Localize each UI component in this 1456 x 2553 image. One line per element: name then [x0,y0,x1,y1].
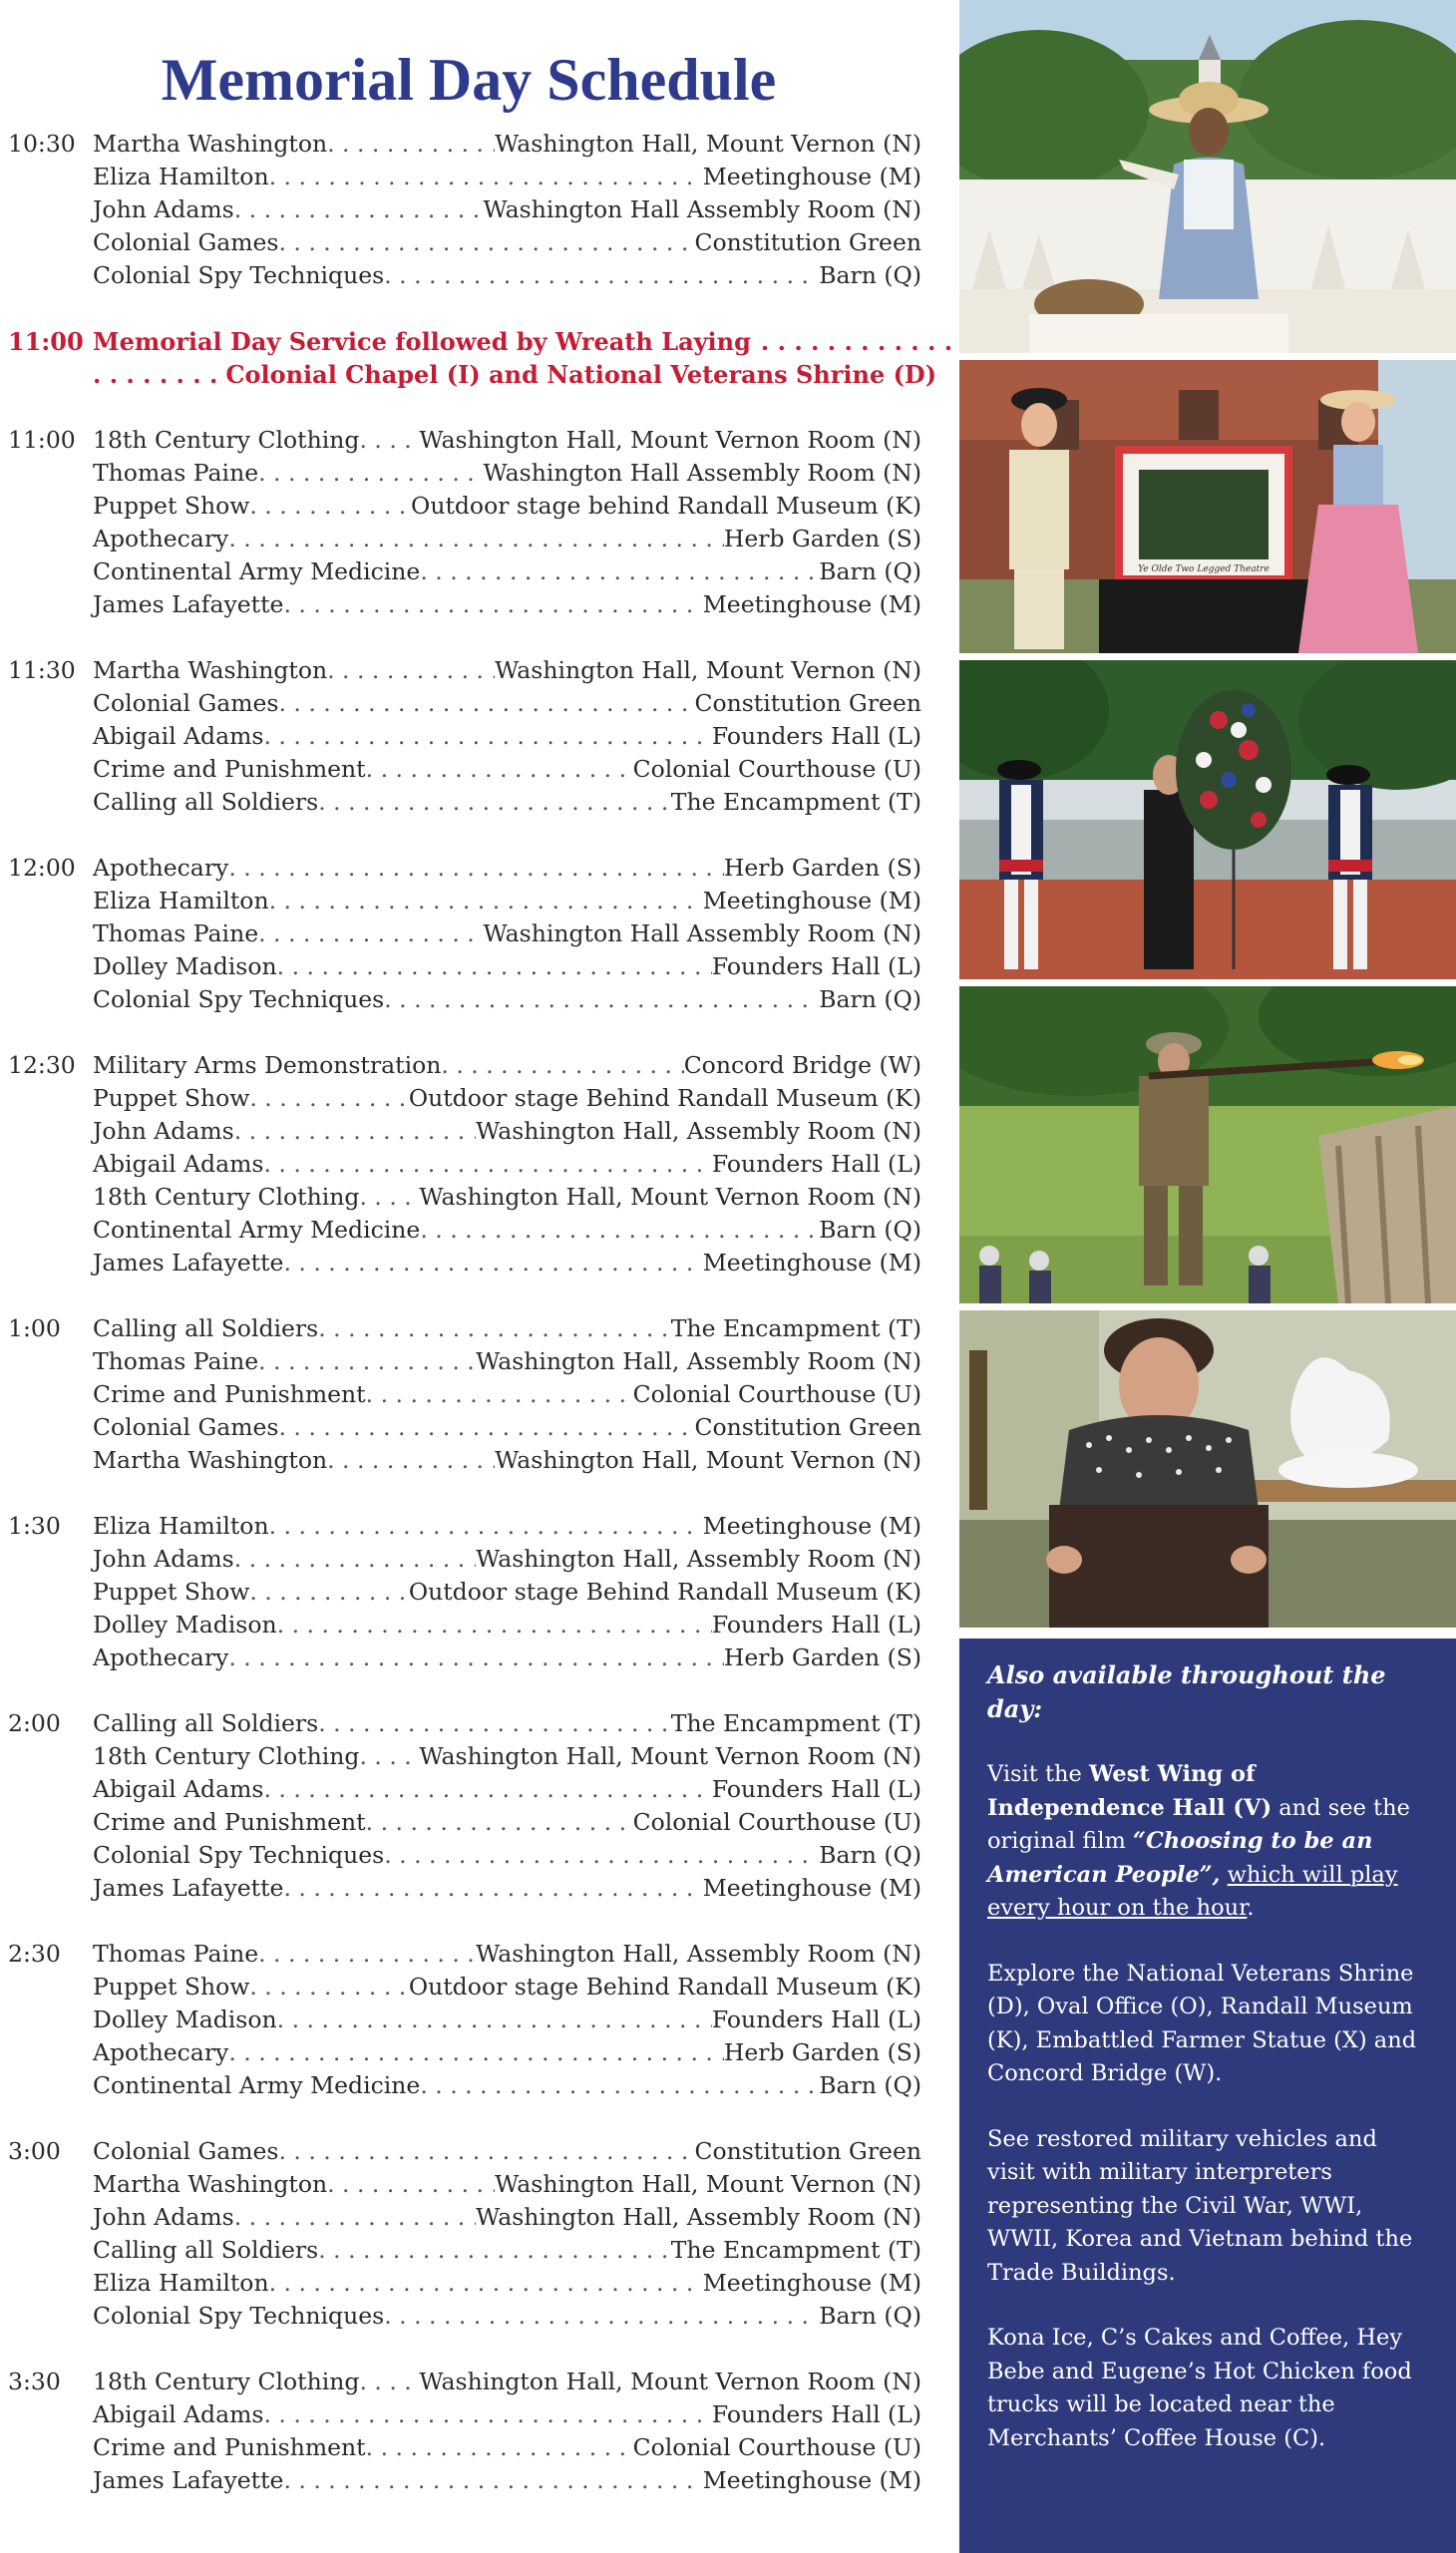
activity-name: Crime and Punishment [93,1808,366,1836]
dot-leader [283,588,702,621]
schedule-row [93,1115,921,1148]
schedule-row [93,2069,921,2102]
activity-name: Colonial Games [93,228,279,256]
time-block [8,424,921,621]
activity-name: Dolley Madison [93,952,277,980]
page-title: Memorial Day Schedule [161,47,777,113]
schedule-row [93,1576,921,1609]
dot-leader [359,1181,419,1214]
dot-leader [277,950,712,983]
activity-location: The Encampment (T) [670,1314,921,1342]
activity-location: Founders Hall (L) [711,1150,921,1178]
time-slot: 1:30 [8,1512,61,1540]
memorial-service-title: Memorial Day Service followed by Wreath Laying [93,327,751,356]
dot-leader [278,1411,694,1444]
activity-name: Apothecary [93,2038,229,2066]
time-block [8,1049,921,1279]
activity-name: 18th Century Clothing [93,426,360,454]
activity-location: Meetinghouse (M) [702,1874,921,1902]
activity-location: Outdoor stage Behind Randall Museum (K) [408,1084,921,1112]
activity-name: Thomas Paine [93,1940,259,1968]
dot-leader [258,457,483,490]
info-bold-text: West Wing of Independence Hall (V) [987,1761,1273,1821]
activity-name: Continental Army Medicine [93,2071,421,2099]
activity-location: Washington Hall, Mount Vernon (N) [495,1446,921,1474]
dot-leader [258,1345,476,1378]
dot-leader [249,1576,408,1609]
activity-location: Washington Hall, Assembly Room (N) [476,1347,921,1375]
time-block [8,852,921,1016]
schedule-row [93,2168,921,2201]
schedule-row [93,1247,921,1279]
activity-location: Washington Hall, Assembly Room (N) [476,1117,921,1145]
dot-leader [228,523,724,555]
activity-name: Eliza Hamilton [93,887,269,914]
activity-name: Puppet Show [93,492,250,520]
info-film-paragraph [987,1758,1428,1926]
time-slot: 2:30 [8,1940,61,1968]
info-explore-paragraph: Explore the National Veterans Shrine (D), Oval Office (O), Randall Museum (K), Embattled Farmer Statue (X) and Concord Bridge (W). [987,1960,1417,2086]
schedule-row [93,917,921,950]
time-slot: 3:00 [8,2137,61,2165]
schedule-row [93,1181,921,1214]
activity-name: Continental Army Medicine [93,557,421,585]
dot-leader [234,193,484,226]
dot-leader [366,1806,633,1839]
schedule-row [93,523,921,555]
schedule-row [93,1773,921,1806]
schedule-row [93,2201,921,2234]
wreath-procession-photo [959,660,1456,979]
info-panel [959,1639,1456,2553]
activity-name: Thomas Paine [93,1347,259,1375]
activity-name: Crime and Punishment [93,755,366,783]
schedule-row [93,2398,921,2431]
activity-location: Washington Hall, Assembly Room (N) [476,1545,921,1573]
time-slot: 12:30 [8,1051,76,1079]
activity-name: Dolley Madison [93,1611,277,1639]
musket-firing-photo [959,986,1456,1303]
activity-location: Barn (Q) [819,2302,921,2330]
time-block [8,654,921,819]
schedule-row [93,786,921,819]
activity-name: Military Arms Demonstration [93,1051,442,1079]
activity-name: Thomas Paine [93,459,259,487]
time-slot: 11:30 [8,656,76,684]
schedule-row [93,2267,921,2300]
activity-location: Meetinghouse (M) [702,2269,921,2297]
activity-location: Washington Hall Assembly Room (N) [483,459,921,487]
dot-leader [234,1115,476,1148]
activity-name: Calling all Soldiers [93,1709,319,1737]
activity-location: Colonial Courthouse (U) [632,1380,921,1408]
schedule-row [93,1938,921,1971]
time-block [8,1938,921,2102]
film-title: “Choosing to be an American People”, [987,1828,1373,1888]
schedule-row [93,1214,921,1247]
dot-leader [263,1773,711,1806]
activity-name: Crime and Punishment [93,1380,366,1408]
activity-location: Washington Hall, Assembly Room (N) [476,2203,921,2231]
activity-location: Outdoor stage behind Randall Museum (K) [411,492,921,520]
schedule-row [93,1641,921,1674]
schedule-row [93,2366,921,2398]
info-header: Also available throughout the day: [987,1660,1386,1723]
dot-leader [228,1641,724,1674]
info-text: . [1247,1895,1255,1921]
schedule-row [93,128,921,161]
schedule-row [93,1444,921,1477]
activity-name: John Adams [93,195,234,223]
dot-leader [359,424,419,457]
activity-name: Colonial Spy Techniques [93,985,385,1013]
activity-name: Colonial Spy Techniques [93,2302,385,2330]
dot-leader [366,753,633,786]
activity-name: Apothecary [93,525,229,552]
dot-leader [249,1971,408,2004]
schedule-row [93,193,921,226]
time-slot: 1:00 [8,1314,61,1342]
activity-location: Washington Hall, Mount Vernon Room (N) [419,426,921,454]
activity-name: James Lafayette [93,1249,284,1276]
dot-leader [318,786,671,819]
activity-name: Abigail Adams [93,1775,264,1803]
time-block [8,2135,921,2333]
dot-leader [234,1543,476,1576]
activity-name: Martha Washington [93,1446,328,1474]
time-slot: 10:30 [8,130,76,158]
activity-location: Washington Hall, Mount Vernon Room (N) [419,1742,921,1770]
schedule-row [93,1872,921,1905]
activity-location: Washington Hall Assembly Room (N) [483,919,921,947]
activity-name: Continental Army Medicine [93,1216,421,1244]
activity-name: Abigail Adams [93,2400,264,2428]
schedule-row [93,424,921,457]
schedule-blocks [8,128,937,2530]
activity-name: Crime and Punishment [93,2433,366,2461]
memorial-service-line2 [8,358,937,391]
photo-column [959,0,1456,1635]
time-slot: 11:00 [8,327,84,356]
dot-leader [269,1510,703,1543]
info-vehicles-paragraph: See restored military vehicles and visit with military interpreters representing the Civil War, WWI, WWII, Korea and Vietnam behind the Trade Buildings. [987,2125,1413,2286]
activity-location: Herb Garden (S) [723,854,921,882]
dot-leader [384,983,819,1016]
dot-leader [327,1444,495,1477]
activity-location: Founders Hall (L) [711,1611,921,1639]
dot-leader-text: . . . . . . . . [93,360,218,389]
time-block [8,1510,921,1674]
schedule-row [93,1806,921,1839]
activity-location: Washington Hall, Mount Vernon (N) [495,130,921,158]
time-slot: 11:00 [8,426,76,454]
activity-location: Washington Hall, Mount Vernon (N) [495,656,921,684]
dot-leader [263,2398,711,2431]
activity-location: Founders Hall (L) [711,2400,921,2428]
activity-name: Martha Washington [93,130,328,158]
activity-name: James Lafayette [93,590,284,618]
dot-leader [277,2004,712,2036]
schedule-row [93,654,921,687]
activity-location: Colonial Courthouse (U) [632,755,921,783]
schedule-row [93,259,921,292]
activity-location: Herb Garden (S) [723,525,921,552]
activity-location: Colonial Courthouse (U) [632,2433,921,2461]
activity-name: James Lafayette [93,2466,284,2494]
dot-leader [384,1839,819,1872]
activity-name: Martha Washington [93,2170,328,2198]
dot-leader [278,226,694,259]
activity-location: Barn (Q) [819,261,921,289]
activity-location: Meetinghouse (M) [702,2466,921,2494]
info-text: Visit the [987,1761,1089,1787]
time-block [8,1312,921,1477]
info-space [1220,1862,1227,1888]
activity-location: Founders Hall (L) [711,952,921,980]
activity-location: Meetinghouse (M) [702,1512,921,1540]
schedule-row [93,687,921,720]
schedule-row [93,1971,921,2004]
activity-name: Colonial Games [93,689,279,717]
schedule-row [93,1510,921,1543]
dot-leader [327,128,495,161]
activity-name: John Adams [93,1545,234,1573]
dot-leader [420,1214,819,1247]
schedule-row [93,983,921,1016]
schedule-row [93,1411,921,1444]
schedule-row [93,1707,921,1740]
info-food-paragraph: Kona Ice, C’s Cakes and Coffee, Hey Bebe and Eugene’s Hot Chicken food trucks will be located near the Merchants’ Coffee House (C). [987,2325,1412,2451]
activity-location: Herb Garden (S) [723,1643,921,1671]
dot-leader [263,1148,711,1181]
film-schedule-note: which will play every hour on the hour [987,1861,1398,1921]
activity-location: Constitution Green [694,1413,921,1441]
activity-location: The Encampment (T) [670,1709,921,1737]
schedule-row [93,2036,921,2069]
activity-location: Constitution Green [694,228,921,256]
memorial-service-locations: Colonial Chapel (I) and National Veterans Shrine (D) [225,360,937,389]
schedule-row [93,2135,921,2168]
dot-leader [761,325,955,358]
dot-leader [441,1049,683,1082]
dot-leader [228,852,724,885]
activity-location: Barn (Q) [819,1841,921,1869]
dot-leader [269,161,703,193]
dot-leader [318,1707,671,1740]
activity-location: Meetinghouse (M) [702,1249,921,1276]
schedule-row [93,1839,921,1872]
puppet-show-photo [959,360,1456,653]
activity-location: Barn (Q) [819,1216,921,1244]
activity-name: Calling all Soldiers [93,2236,319,2264]
schedule-row [93,2234,921,2267]
schedule-row [93,885,921,917]
schedule-row [93,457,921,490]
theatre-sign: Ye Olde Two Legged Theatre [1138,564,1270,574]
schedule-row [93,2300,921,2333]
activity-name: 18th Century Clothing [93,1183,360,1211]
activity-name: Calling all Soldiers [93,1314,319,1342]
activity-name: Apothecary [93,854,229,882]
activity-location: Founders Hall (L) [711,2006,921,2033]
schedule-row [93,1609,921,1641]
activity-location: Founders Hall (L) [711,722,921,750]
dot-leader [283,2464,702,2497]
dot-leader [263,720,711,753]
dot-leader [384,2300,819,2333]
schedule-row [93,753,921,786]
activity-name: James Lafayette [93,1874,284,1902]
activity-name: Thomas Paine [93,919,259,947]
time-block [8,128,921,292]
activity-location: Washington Hall, Mount Vernon Room (N) [419,1183,921,1211]
activity-name: Colonial Games [93,2137,279,2165]
dot-leader [359,1740,419,1773]
activity-location: Constitution Green [694,2137,921,2165]
memorial-service-line1 [8,325,921,358]
time-slot: 2:00 [8,1709,61,1737]
activity-name: Abigail Adams [93,722,264,750]
dot-leader [359,2366,419,2398]
dot-leader [384,259,819,292]
dot-leader [277,1609,712,1641]
activity-name: John Adams [93,1117,234,1145]
activity-name: Puppet Show [93,1578,250,1606]
dot-leader [249,490,411,523]
dot-leader [318,1312,671,1345]
activity-location: Colonial Courthouse (U) [632,1808,921,1836]
activity-location: Washington Hall Assembly Room (N) [483,195,921,223]
activity-location: Outdoor stage Behind Randall Museum (K) [408,1578,921,1606]
activity-name: Colonial Games [93,1413,279,1441]
activity-location: Herb Garden (S) [723,2038,921,2066]
info-text: and see the original film [987,1794,1410,1854]
dot-leader [420,2069,819,2102]
time-block [8,2366,921,2497]
dot-leader [234,2201,476,2234]
activity-location: Outdoor stage Behind Randall Museum (K) [408,1973,921,2001]
schedule-row [93,490,921,523]
activity-name: 18th Century Clothing [93,1742,360,1770]
dot-leader [318,2234,671,2267]
dot-leader [283,1247,702,1279]
activity-location: The Encampment (T) [670,788,921,816]
activity-location: Meetinghouse (M) [702,163,921,190]
schedule-row [93,555,921,588]
dot-leader [258,917,483,950]
dot-leader [327,2168,495,2201]
activity-location: Founders Hall (L) [711,1775,921,1803]
activity-location: Meetinghouse (M) [702,887,921,914]
activity-name: Colonial Spy Techniques [93,261,385,289]
schedule-row [93,950,921,983]
dot-leader [366,2431,633,2464]
activity-location: Washington Hall, Mount Vernon Room (N) [419,2368,921,2395]
time-slot: 3:30 [8,2368,61,2395]
dot-leader [269,885,703,917]
activity-name: Puppet Show [93,1084,250,1112]
activity-name: Colonial Spy Techniques [93,1841,385,1869]
activity-name: John Adams [93,2203,234,2231]
schedule-row [93,1082,921,1115]
woman-interpreter-photo [959,1310,1456,1628]
dot-leader [283,1872,702,1905]
schedule-row [93,588,921,621]
schedule-row [93,1740,921,1773]
schedule-row [93,226,921,259]
activity-location: Barn (Q) [819,557,921,585]
activity-location: Barn (Q) [819,2071,921,2099]
activity-name: Eliza Hamilton [93,1512,269,1540]
activity-location: Concord Bridge (W) [683,1051,921,1079]
dot-leader [278,2135,694,2168]
dot-leader [366,1378,633,1411]
activity-name: 18th Century Clothing [93,2368,360,2395]
activity-name: Calling all Soldiers [93,788,319,816]
schedule-row [93,1345,921,1378]
time-slot: 12:00 [8,854,76,882]
schedule-row [93,2431,921,2464]
dot-leader [278,687,694,720]
dot-leader [249,1082,408,1115]
schedule-row [93,1312,921,1345]
activity-name: Apothecary [93,1643,229,1671]
activity-location: Barn (Q) [819,985,921,1013]
activity-location: The Encampment (T) [670,2236,921,2264]
schedule-row [93,161,921,193]
time-block [8,1707,921,1905]
dot-leader [327,654,495,687]
schedule-row [93,720,921,753]
schedule-row [93,1543,921,1576]
activity-name: Puppet Show [93,1973,250,2001]
activity-location: Meetinghouse (M) [702,590,921,618]
memorial-service-entry [8,325,937,391]
activity-location: Washington Hall, Mount Vernon (N) [495,2170,921,2198]
activity-name: Abigail Adams [93,1150,264,1178]
activity-name: Dolley Madison [93,2006,277,2033]
activity-location: Washington Hall, Assembly Room (N) [476,1940,921,1968]
activity-name: Eliza Hamilton [93,2269,269,2297]
dot-leader [258,1938,476,1971]
dot-leader [420,555,819,588]
interpreter-bonnet-photo [959,0,1456,353]
dot-leader [269,2267,703,2300]
schedule-row [93,1378,921,1411]
schedule-row [93,2464,921,2497]
activity-location: Constitution Green [694,689,921,717]
schedule-row [93,1049,921,1082]
activity-name: Martha Washington [93,656,328,684]
schedule-row [93,1148,921,1181]
dot-leader [228,2036,724,2069]
schedule-row [93,2004,921,2036]
schedule-row [93,852,921,885]
activity-name: Eliza Hamilton [93,163,269,190]
